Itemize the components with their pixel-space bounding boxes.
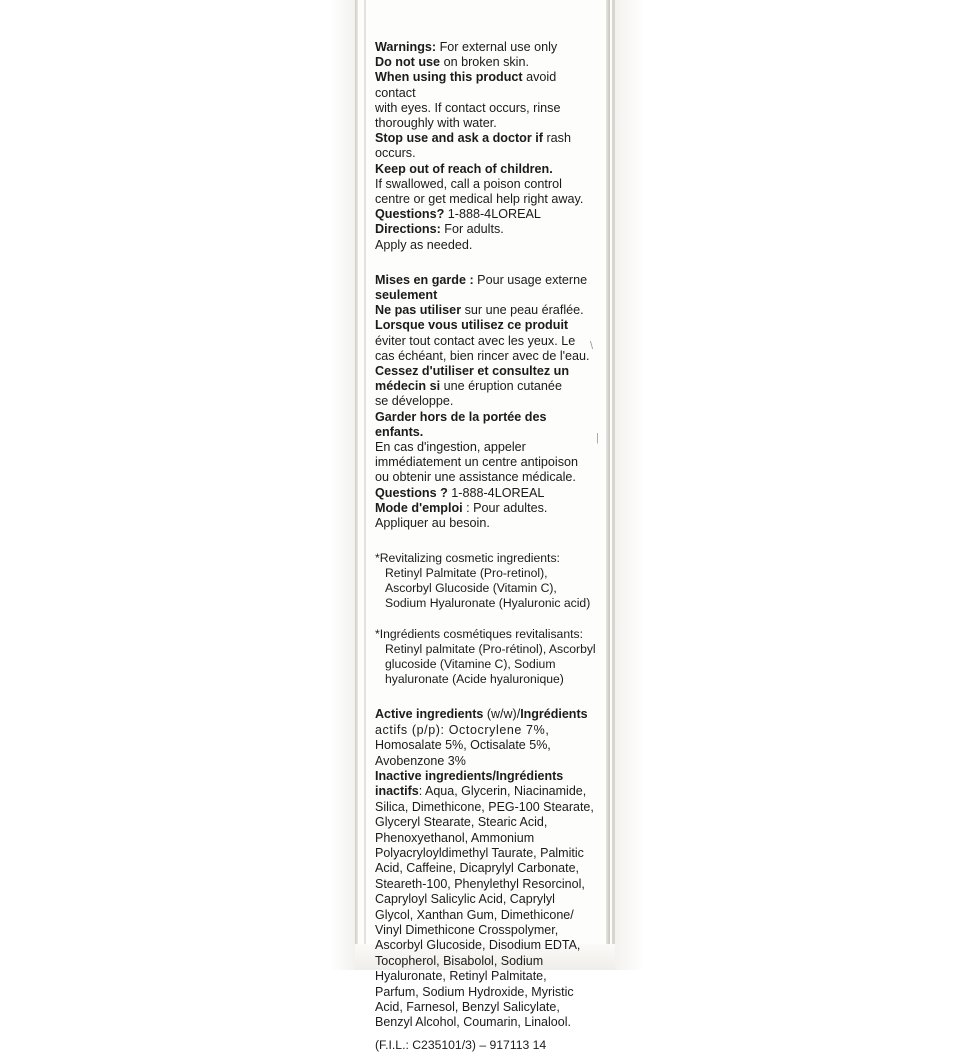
inactive-ingredients-line: Silica, Dimethicone, PEG-100 Stearate, xyxy=(375,799,594,814)
cosmetic-ingredients-fr-block xyxy=(375,627,597,687)
spacer xyxy=(375,531,597,551)
warning-line-bold: Questions? xyxy=(375,207,445,222)
carton-crease-mark-upper: \ xyxy=(590,340,594,352)
warning-line-text: Apply as needed. xyxy=(375,237,473,252)
inactive-ingredients-line: Capryloyl Salicylic Acid, Caprylyl xyxy=(375,892,555,907)
warning-line-text: For adults. xyxy=(440,222,504,237)
warning-line-fr-text: se développe. xyxy=(375,394,454,409)
cosmetic-en-line: *Revitalizing cosmetic ingredients: xyxy=(375,551,560,566)
warning-line-fr xyxy=(375,334,597,349)
warning-line-fr-text: 1-888-4LOREAL xyxy=(447,485,545,500)
warning-line-fr xyxy=(375,486,597,501)
inactive-ingredients-line: Phenoxyethanol, Ammonium xyxy=(375,830,535,845)
label-text-content xyxy=(375,40,597,1053)
warning-line-fr-bold: Lorsque vous utilisez ce produit xyxy=(375,318,569,333)
english-warnings-block xyxy=(375,40,597,253)
warning-line-text: rash occurs. xyxy=(375,131,575,161)
inactive-ingredients-line: Benzyl Alcohol, Coumarin, Linalool. xyxy=(375,1015,571,1030)
spacer xyxy=(375,687,597,707)
cosmetic-en-line: Retinyl Palmitate (Pro-retinol), xyxy=(385,566,548,581)
warning-line xyxy=(375,222,597,237)
warning-line-fr-bold: Garder hors de la portée des enfants. xyxy=(375,409,550,439)
inactive-ingredients-first-line: : Aqua, Glycerin, Niacinamide, xyxy=(418,784,587,799)
cosmetic-en-line: Ascorbyl Glucoside (Vitamin C), xyxy=(385,581,557,596)
warning-line-bold: Keep out of reach of children. xyxy=(375,161,553,176)
inactive-ingredients-line: Acid, Farnesol, Benzyl Salicylate, xyxy=(375,1000,560,1015)
warning-line xyxy=(375,162,597,177)
inactive-ingredients-line: Ascorbyl Glucoside, Disodium EDTA, xyxy=(375,938,581,953)
spacer xyxy=(375,611,597,627)
active-ingredients-heading-bold: Active ingredients xyxy=(375,707,484,722)
active-ingredients-line: actifs (p/p): Octocrylene 7%, xyxy=(375,722,550,737)
warning-line-fr-bold: médecin si xyxy=(375,379,441,394)
warning-line-fr-bold: seulement xyxy=(375,288,438,303)
warning-line-fr xyxy=(375,288,597,303)
warning-line-fr xyxy=(375,318,597,333)
warning-line-fr xyxy=(375,273,597,288)
active-ingredients-block xyxy=(375,707,597,769)
background-right-shade xyxy=(615,0,645,970)
warning-line-fr-text: Pour usage externe xyxy=(473,272,588,287)
cosmetic-fr-line: *Ingrédients cosmétiques revitalisants: xyxy=(375,627,583,642)
inactive-ingredients-line: Parfum, Sodium Hydroxide, Myristic xyxy=(375,984,574,999)
warning-line-fr-text: ou obtenir une assistance médicale. xyxy=(375,470,576,485)
warning-line-fr xyxy=(375,410,597,440)
warning-line-text: If swallowed, call a poison control xyxy=(375,176,562,191)
warning-line-fr-bold: Ne pas utiliser xyxy=(375,303,462,318)
cosmetic-fr-line: Retinyl palmitate (Pro-rétinol), Ascorbyl xyxy=(385,642,596,657)
cosmetic-en-line: Sodium Hyaluronate (Hyaluronic acid) xyxy=(385,596,591,611)
warning-line xyxy=(375,177,597,192)
carton-right-edge xyxy=(606,0,610,970)
warning-line-fr-text: une éruption cutanée xyxy=(440,379,562,394)
warning-line-fr-text: Appliquer au besoin. xyxy=(375,516,490,531)
inactive-ingredients-line: Tocopherol, Bisabolol, Sodium xyxy=(375,953,544,968)
inactive-ingredients-line: Hyaluronate, Retinyl Palmitate, xyxy=(375,969,547,984)
warning-line-text: thoroughly with water. xyxy=(375,116,497,131)
spacer xyxy=(375,253,597,273)
warning-line-fr xyxy=(375,516,597,531)
inactive-ingredients-line: Glyceryl Stearate, Stearic Acid, xyxy=(375,815,548,830)
warning-line-fr xyxy=(375,440,597,455)
warning-line-fr xyxy=(375,470,597,485)
warning-line-fr xyxy=(375,394,597,409)
warning-line-fr xyxy=(375,364,597,379)
warning-line-text: avoid contact xyxy=(375,70,560,100)
french-warnings-block xyxy=(375,273,597,531)
warning-line-fr-text: éviter tout contact avec les yeux. Le xyxy=(375,333,576,348)
warning-line-fr-bold: Cessez d'utiliser et consultez un xyxy=(375,364,570,379)
warning-line-text: with eyes. If contact occurs, rinse xyxy=(375,100,561,115)
warning-line-text: For external use only xyxy=(436,40,558,54)
warning-line-fr-text: cas échéant, bien rincer avec de l'eau. xyxy=(375,348,590,363)
carton-left-edge xyxy=(355,0,358,970)
cosmetic-fr-line: glucoside (Vitamine C), Sodium xyxy=(385,657,556,672)
active-ingredients-line: Homosalate 5%, Octisalate 5%, xyxy=(375,738,551,753)
batch-code: (F.I.L.: C235101/3) – 917113 14 xyxy=(375,1037,547,1052)
warning-line-fr-text: : Pour adultes. xyxy=(462,500,548,515)
active-ingredients-heading-rest: (w/w)/ xyxy=(483,707,521,722)
inactive-ingredients-line: Steareth-100, Phenylethyl Resorcinol, xyxy=(375,876,585,891)
active-ingredients-line: Avobenzone 3% xyxy=(375,753,466,768)
warning-line xyxy=(375,101,597,116)
inactive-ingredients-heading-line1: Inactive ingredients/Ingrédients xyxy=(375,768,564,783)
warning-line-fr-text: immédiatement un centre antipoison xyxy=(375,455,579,470)
carton-crease-mark-lower: | xyxy=(596,432,599,444)
warning-line xyxy=(375,70,597,100)
warning-line xyxy=(375,238,597,253)
inactive-ingredients-line: Glycol, Xanthan Gum, Dimethicone/ xyxy=(375,907,574,922)
background-left-shade xyxy=(330,0,356,970)
warning-line-fr-bold: Questions ? xyxy=(375,485,448,500)
inactive-ingredients-block xyxy=(375,769,597,1031)
warning-line-fr-bold: Mises en garde : xyxy=(375,272,474,287)
warning-line-fr-bold: Mode d'emploi xyxy=(375,500,463,515)
warning-line-text: 1-888-4LOREAL xyxy=(444,207,541,222)
warning-line xyxy=(375,116,597,131)
cosmetic-ingredients-en-block xyxy=(375,551,597,611)
warning-line-bold: Do not use xyxy=(375,55,441,70)
warning-line-fr-text: sur une peau éraflée. xyxy=(461,303,584,318)
cosmetic-fr-line: hyaluronate (Acide hyaluronique) xyxy=(385,672,564,687)
active-ingredients-heading-bold-fr: Ingrédients xyxy=(520,707,588,722)
warning-line-bold: Directions: xyxy=(375,222,441,237)
warning-line-bold: Stop use and ask a doctor if xyxy=(375,131,543,146)
warning-line-fr xyxy=(375,349,597,364)
warning-line xyxy=(375,192,597,207)
inactive-ingredients-line: Vinyl Dimethicone Crosspolymer, xyxy=(375,922,559,937)
inactive-ingredients-line: Polyacryloyldimethyl Taurate, Palmitic xyxy=(375,845,584,860)
warning-line-fr xyxy=(375,455,597,470)
carton-right-inner-edge xyxy=(612,0,615,970)
warning-line-bold: Warnings: xyxy=(375,40,437,54)
warning-line xyxy=(375,55,597,70)
active-ingredients-heading xyxy=(375,707,597,722)
warning-line-fr xyxy=(375,501,597,516)
warning-line-text: centre or get medical help right away. xyxy=(375,192,584,207)
inactive-ingredients-heading-line2: inactifs xyxy=(375,784,419,799)
warning-line xyxy=(375,207,597,222)
warning-line xyxy=(375,40,597,55)
warning-line-fr xyxy=(375,303,597,318)
carton-left-inner-edge xyxy=(364,0,366,970)
warning-line-fr xyxy=(375,379,597,394)
warning-line-bold: When using this product xyxy=(375,70,523,85)
warning-line xyxy=(375,131,597,161)
warning-line-text: on broken skin. xyxy=(440,55,529,70)
warning-line-fr-text: En cas d'ingestion, appeler xyxy=(375,440,526,455)
inactive-ingredients-line: Acid, Caffeine, Dicaprylyl Carbonate, xyxy=(375,861,580,876)
